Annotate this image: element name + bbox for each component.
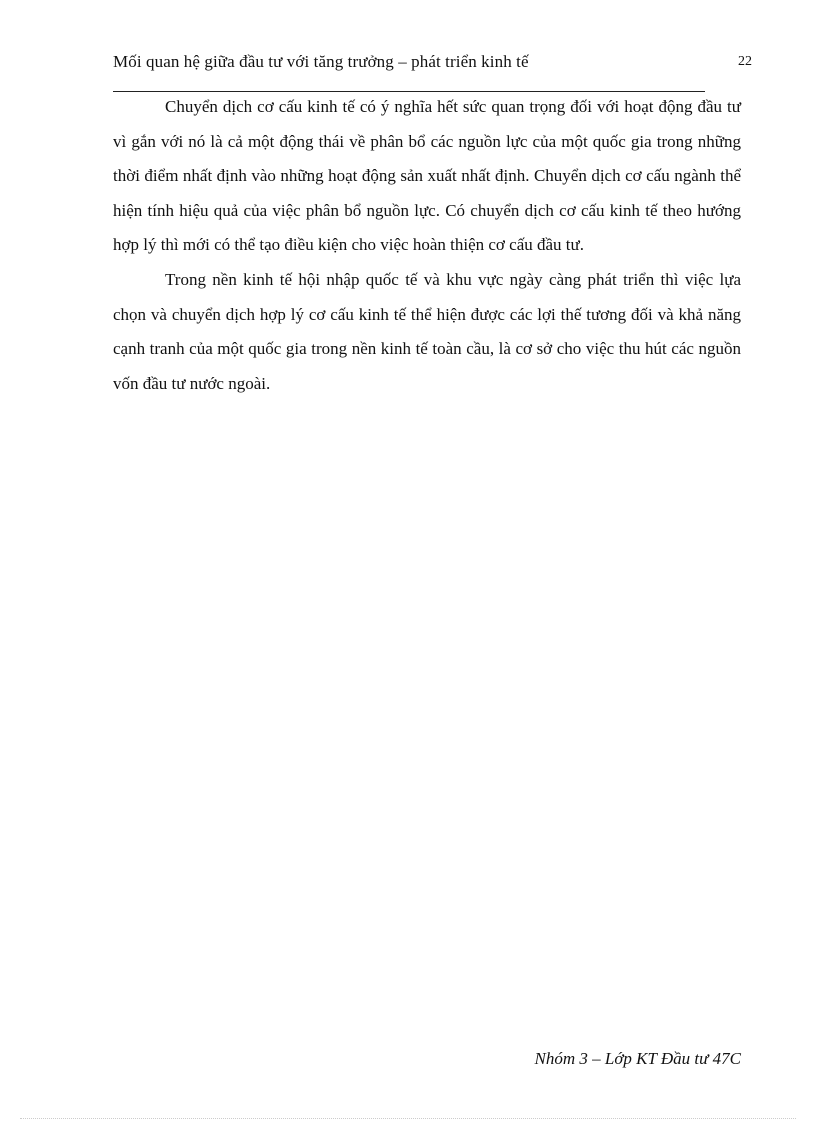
body-text: [113, 90, 741, 401]
paragraph-2: Trong nền kinh tế hội nhập quốc tế và khu vực ngày càng phát triển thì việc lựa chọn và chuyển dịch hợp lý cơ cấu kinh tế thể hiện được các lợi thế tương đối và khả năng cạnh tranh của một quốc gia trong nền kinh tế toàn cầu, là cơ sở cho việc thu hút các nguồn vốn đầu tư nước ngoài.: [113, 269, 741, 393]
footer-text: Nhóm 3 – Lớp KT Đầu tư 47C: [534, 1049, 741, 1068]
page-number: 22: [738, 54, 752, 69]
paragraph-1: Chuyển dịch cơ cấu kinh tế có ý nghĩa hết sức quan trọng đối với hoạt động đầu tư vì gắn với nó là cả một động thái về phân bổ các nguồn lực của một quốc gia trong những thời điểm nhất định vào những hoạt động sản xuất nhất định. Chuyển dịch cơ cấu ngành thể hiện tính hiệu quả của việc phân bổ nguồn lực. Có chuyển dịch cơ cấu kinh tế theo hướng hợp lý thì mới có thể tạo điều kiện cho việc hoàn thiện cơ cấu đầu tư.: [113, 97, 741, 255]
header-title: Mối quan hệ giữa đầu tư với tăng trưởng – phát triển kinh tế: [113, 52, 529, 71]
page-bottom-edge: [20, 1118, 796, 1119]
